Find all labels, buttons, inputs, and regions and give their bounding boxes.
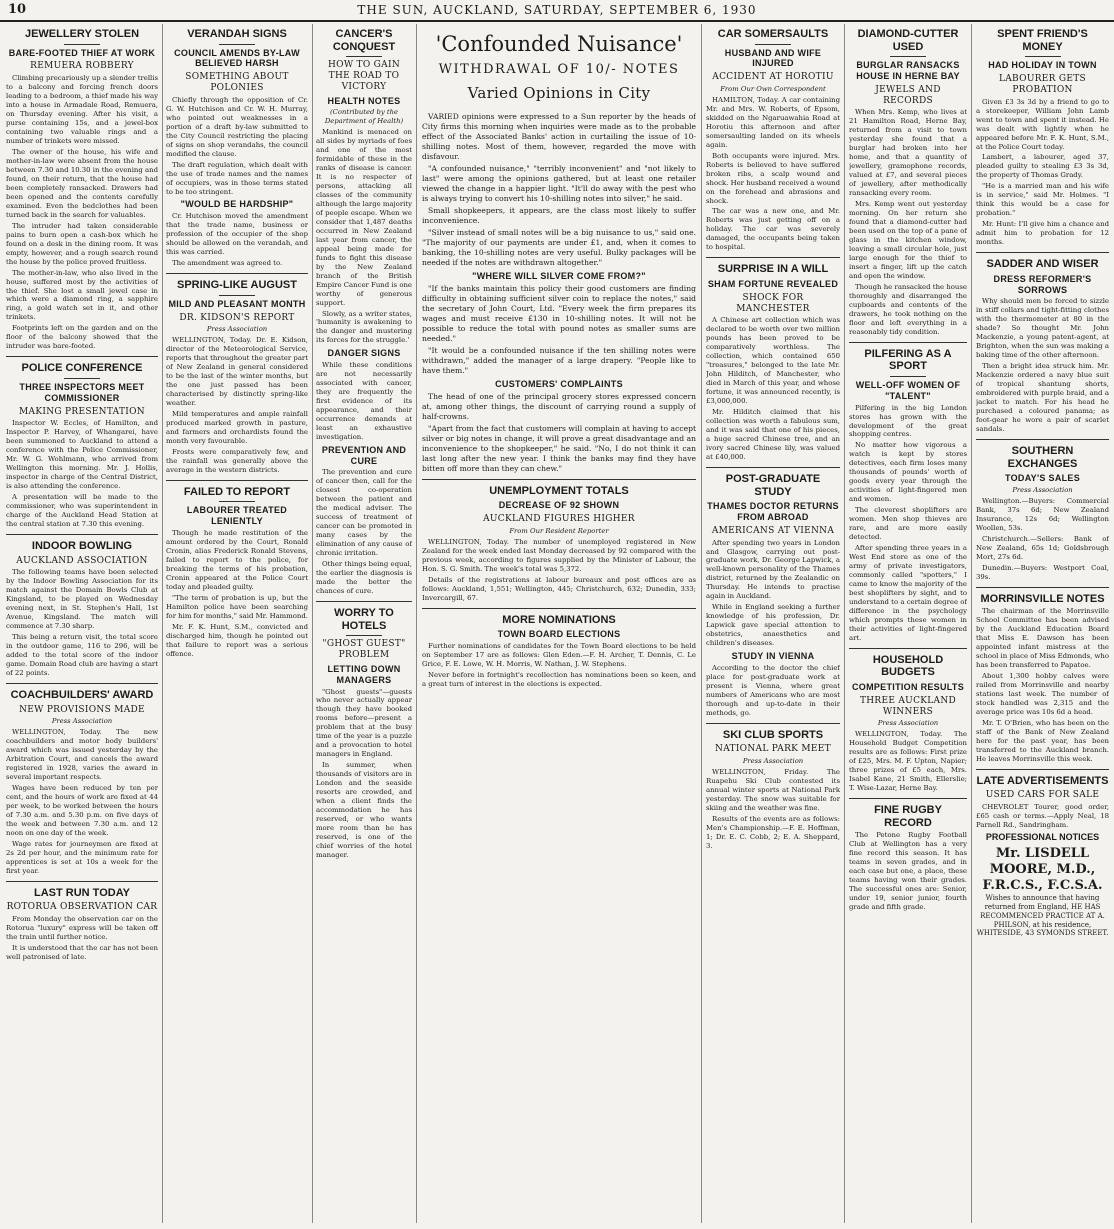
byline: From Our Resident Reporter <box>509 527 609 536</box>
headline-worry: WORRY TO HOTELS <box>334 607 394 632</box>
paragraph: "He is a married man and his wife is in service," said Mr. Holmes. "I think this would be a case for probation." <box>976 182 1109 218</box>
paragraph: WELLINGTON, Today. The Household Budget Competition results are as follows: First prize of £25, Mrs. M. F. Upton, Napier; three prizes of £5 each, Mrs. Isabel Kane, 21 Smith, Ellerslie; T. Wise-Lazar, Herne Bay. <box>849 730 967 793</box>
subhead: HUSBAND AND WIFE INJURED <box>724 47 822 69</box>
page-number: 10 <box>8 2 27 17</box>
rule <box>166 480 308 481</box>
headline-rugby: FINE RUGBY RECORD <box>874 804 942 829</box>
subhead: MILD AND PLEASANT MONTH <box>168 298 306 309</box>
paragraph: Results of the events are as follows: Men's Championship.—F. E. Hoffman, 1; Dr. E. C. Cobb, 2; E. A. Sheppard, 3. <box>706 814 840 850</box>
ad-heading: PROFESSIONAL NOTICES <box>985 832 1100 843</box>
ad-name: Mr. LISDELL MOORE, M.D., F.R.C.S., F.C.S.A. <box>982 845 1103 894</box>
paragraph: Inspector W. Eccles, of Hamilton, and Inspector P. Harvey, of Whangarei, have been summoned to Auckland to attend a conference with the Police Commissioner, Mr. W. G. Wohlmann, who arrived from Wellington this morning. Mr. J. Hollis, inspector in charge of the Central District, is also attending the conference. <box>6 419 158 491</box>
subhead: TOWN BOARD ELECTIONS <box>497 629 621 640</box>
paragraph: Christchurch.—Sellers: Bank of New Zealand, 65s 1d; Goldsbrough Mort, 27s 6d. <box>976 534 1109 561</box>
paragraph: Dunedin.—Buyers: Westport Coal, 39s. <box>976 563 1109 581</box>
paragraph: This being a return visit, the total score in the outdoor game, 116 to 296, will be added to the total score of the indoor game. Domain Road club are having a start of 22 points. <box>6 633 158 678</box>
column-1 <box>6 24 158 1223</box>
subhead: COMPETITION RESULTS <box>851 682 965 693</box>
headline-coach: COACHBUILDERS' AWARD <box>10 689 154 702</box>
paragraph: Wellington.—Buyers: Commercial Bank, 37s 6d; New Zealand Insurance, 12s 6d; Wellington Woollen, 53s. <box>976 496 1109 532</box>
rule <box>976 252 1109 253</box>
column-5 <box>706 24 840 1223</box>
article-body <box>849 404 967 643</box>
rule <box>6 683 158 684</box>
paragraph: Footprints left on the garden and on the floor of the balcony showed that the intruder was bare-footed. <box>6 324 158 351</box>
rule <box>6 881 158 882</box>
column-2 <box>166 24 308 1223</box>
paragraph: After spending three years in a West End store as one of the army of private investigators, commonly called "spotters," I came to know the majority of the best shoplifters by sight, and to understand to a certain degree of difference in the psychology which prompts these women in their activities of light-fingered art. <box>849 544 967 642</box>
headline-diamond: DIAMOND-CUTTER USED <box>857 28 959 53</box>
rule <box>6 534 158 535</box>
paragraph: Other things being equal, the earlier the diagnosis is made the better the chances of cure. <box>316 560 412 596</box>
paragraph: The intruder had taken considerable pains to burn open a cash-box which he found on a desk in the dining room. It was empty, however, and a rough search round the house by the police proved fruitless. <box>6 221 158 266</box>
subhead: LABOURER TREATED LENIENTLY <box>186 505 288 527</box>
crosshead: STUDY IN VIENNA <box>731 651 815 662</box>
article-body <box>976 98 1109 248</box>
headline-friend: SPENT FRIEND'S MONEY <box>997 28 1088 53</box>
rule <box>316 601 412 602</box>
article-body <box>316 688 412 860</box>
subhead: SHOCK FOR MANCHESTER <box>736 292 810 314</box>
column-rule <box>162 24 163 1223</box>
subhead: BURGLAR RANSACKS HOUSE IN HERNE BAY <box>856 60 960 82</box>
subhead: DRESS REFORMER'S SORROWS <box>993 273 1092 295</box>
subhead: SHAM FORTUNE REVEALED <box>707 278 839 289</box>
article-body <box>849 108 967 336</box>
paragraph: It is understood that the car has not been well patronised of late. <box>6 944 158 962</box>
headline-jewellery: JEWELLERY STOLEN <box>24 28 140 40</box>
subhead: Varied Opinions in City <box>467 83 651 102</box>
rule <box>976 439 1109 440</box>
paragraph: The cleverest shoplifters are women. Men shop thieves are rare, and are more easily detected. <box>849 506 967 542</box>
article-body <box>849 730 967 793</box>
paragraph: "It would be a confounded nuisance if the ten shilling notes were withdrawn," added the manager of a large drapery. "People like to have them." <box>422 345 696 375</box>
headline-car: CAR SOMERSAULTS <box>717 28 829 40</box>
rule <box>422 608 696 609</box>
article-body <box>6 419 158 529</box>
paragraph: Small shopkeepers, it appears, are the class most likely to suffer inconvenience. <box>422 205 696 225</box>
crosshead: DANGER SIGNS <box>327 348 401 359</box>
paragraph: Climbing precariously up a slender trellis to a balcony and forcing french doors leading to a bedroom, a thief made his way into a house in Armadale Road, Remuera, on Thursday evening. After his visit, a purse containing 15s, and a jewel-box containing two valuable rings and a number of trinkets were missed. <box>6 74 158 146</box>
paragraph: Both occupants were injured. Mrs. Roberts is believed to have suffered broken ribs, a scalp wound and shock. Her husband received a wound on the forehead and abrasions and shock. <box>706 151 840 205</box>
subhead: LABOURER GETS PROBATION <box>998 74 1087 95</box>
column-rule <box>312 24 313 1223</box>
rule <box>64 378 100 379</box>
headline-verandah: VERANDAH SIGNS <box>187 28 287 40</box>
paragraph: Mr. Hilditch claimed that his collection was worth a fabulous sum, and it was said that one of his pieces, a huge sacred Chinese tree, and an ivory sacred Chinese lily, was valued at £40,000. <box>706 408 840 461</box>
article-body <box>166 336 308 475</box>
subhead: MAKING PRESENTATION <box>19 406 145 417</box>
paragraph: "A confounded nuisance," "terribly inconvenient" and "not likely to last" were among the opinions gathered, but at least one retailer viewed the change in a happier light. "It'll do away with the pest who is always trying to convert his 10-shilling notes into silver," he said. <box>422 163 696 203</box>
rule <box>849 648 967 649</box>
paragraph: When Mrs. Kemp, who lives at 21 Hamilton Road, Herne Bay, returned from a visit to town yesterday she found that a burglar had broken into her home, and that a quantity of jewellery, gramophone records, valued at £7, and several pieces of jewellery, after methodically ransacking every room. <box>849 108 967 198</box>
subhead: THREE AUCKLAND WINNERS <box>859 695 957 717</box>
column-rule <box>971 24 972 1223</box>
paragraph: The amendment was agreed to. <box>172 259 283 268</box>
rule <box>706 467 840 468</box>
headline-cancer: CANCER'S CONQUEST <box>332 28 396 53</box>
rule <box>976 587 1109 588</box>
rule <box>219 295 255 296</box>
rule <box>219 501 255 502</box>
headline-household: HOUSEHOLD BUDGETS <box>872 653 944 679</box>
paragraph: WELLINGTON, Today. Dr. E. Kidson, director of the Meteorological Service, reports that throughout the greater part of New Zealand in general considered to be the last of the winter months, but the one just passed has been characterised by distinctly spring-like weather. <box>166 336 308 407</box>
rule <box>849 798 967 799</box>
crosshead: PREVENTION AND CURE <box>321 444 407 466</box>
byline: Press Association <box>206 325 268 334</box>
paragraph: HAMILTON, Today. A car containing Mr. and Mrs. W. Roberts, of Epsom, skidded on the Ngaruawahia Road at Horotiu this afternoon and after somersaulting landed on its wheels again. <box>706 95 840 149</box>
paragraph: The Petone Rugby Football Club at Wellington has a very fine record this season. It has teams in seven grades, and in each case but one, a place, these teams having won their grades. The successful ones are: Senior, under 19, senior junior, fourth grade and fifth grade. <box>849 831 967 912</box>
rule <box>976 769 1109 770</box>
headline-sadder: SADDER AND WISER <box>986 258 1099 271</box>
paragraph: Slowly, as a writer states, 'humanity is awakening to the danger and mustering its forces for the struggle.' <box>316 309 412 345</box>
paragraph: Mr. F. K. Hunt, S.M., convicted and discharged him, though he pointed out that failure to report was a serious offence. <box>166 622 308 658</box>
column-rule <box>701 24 702 1223</box>
headline-police: POLICE CONFERENCE <box>21 362 143 375</box>
headline-pilfer: PILFERING AS A SPORT <box>864 347 952 373</box>
subhead: SOMETHING ABOUT POLONIES <box>185 72 289 94</box>
paragraph: After spending two years in London and Glasgow, carrying out post-graduate work, Dr. George Lapwick, a well-known personality of the Thames district, returned by the Zealandic on Thursday. He intends to practise again in Auckland. <box>706 538 840 601</box>
paragraph: Though he ransacked the house thoroughly and disarranged the cupboards and contents of the drawers, he took nothing on the floor and left everything in a reasonably tidy condition. <box>849 282 967 336</box>
paragraph: The mother-in-law, who also lived in the house, suffered most by the activities of the thief. She lost a small jewel case in which were a diamond ring, a sapphire ring, a gold watch set in it, and other trinkets. <box>6 268 158 322</box>
rule <box>706 723 840 724</box>
rule <box>6 356 158 357</box>
subhead: LETTING DOWN MANAGERS <box>327 663 401 685</box>
subhead: ACCIDENT AT HOROTIU <box>712 72 834 83</box>
headline-lastrun: LAST RUN TODAY <box>34 886 130 899</box>
byline: From Our Own Correspondent <box>720 85 826 94</box>
paragraph: Mankind is menaced on all sides by myriads of foes and one of the most formidable of these in the ranks of disease is cancer. It is no respecter of persons, attacking all classes of the community although the large majority of people escape. When we consider that 1,487 deaths occurred in New Zealand last year from cancer, the appeal being made for funds to fight this disease by the New Zealand branch of the British Empire Cancer Fund is one worthy of generous support. <box>316 128 412 307</box>
paragraph: Then a bright idea struck him. Mr. Mackenzie ordered a navy blue suit of tropical shantung shorts, embroidered with purple braid, and a jacket to match. For his head he purchased a coloured panama; as foot-gear he wore a pair of scarlet sandals. <box>976 362 1109 433</box>
article-body <box>976 497 1109 582</box>
paragraph: "Silver instead of small notes will be a big nuisance to us," said one. "The majority of our payments are under £1, and, when it comes to banking, the 10-shilling notes are very useful. Bulky packages will be needed if the notes are withdrawn altogether." <box>422 227 696 267</box>
headline-exchanges: SOUTHERN EXCHANGES <box>1007 444 1078 470</box>
paragraph: Pilfering in the big London stores has grown with the development of the great shopping centres. <box>849 403 967 439</box>
article-body <box>976 297 1109 434</box>
subhead: WELL-OFF WOMEN OF "TALENT" <box>855 379 961 401</box>
column-rule <box>416 24 417 1223</box>
paragraph: The car was a new one, and Mr. Roberts was just getting off on a holiday. The car was severely damaged, the occupants being taken to hospital. <box>706 207 840 252</box>
byline: (Contributed by the Department of Health) <box>324 108 404 126</box>
paragraph: Mr. T. O'Brien, who has been on the staff of the Bank of New Zealand here for the past year, has been transferred to the Auckland branch. He leaves Morrinsville this week. <box>976 718 1109 763</box>
article-body <box>422 642 696 689</box>
ad-text: Wishes to announce that having returned from England, HE HAS RECOMMENCED PRACTICE AT A. PHILSON, at his residence, <box>980 894 1105 929</box>
subhead: HOW TO GAIN THE ROAD TO VICTORY <box>328 60 400 92</box>
column-6 <box>849 24 967 1223</box>
paragraph: Mrs. Kemp went out yesterday morning. On her return she found that a diamond-cutter had been used on the top of a pane of glass in the kitchen window, leaving a small circular hole, just large enough for the thief to insert a finger, lift up the catch and open the window. <box>849 200 967 280</box>
paragraph: The head of one of the principal grocery stores expressed concern at, among other things, the discount of carrying round a supply of half-crowns. <box>422 391 696 421</box>
paragraph: Why should men be forced to sizzle in stiff collars and tight-fitting clothes with the thermometer at 80 in the shade? So thought Mr. John Mackenzie, a young patent-agent, at Brighton, when the sun was making a baking time of the other afternoon. <box>976 297 1109 360</box>
column-3 <box>316 24 412 1223</box>
paragraph: Wage rates for journeymen are fixed at 2s 2d per hour, and the minimum rate for apprentices is set at 10s a week for the first year. <box>6 839 158 875</box>
subhead: USED CARS FOR SALE <box>985 790 1100 801</box>
masthead <box>0 0 1114 22</box>
paragraph: WELLINGTON, Today. The new coachbuilders and motor body builders' award which was issued yesterday by the Arbitration Court, and cancels the award registered in 1928, varies the award in several important respects. <box>6 728 158 782</box>
article-body <box>422 538 696 603</box>
subhead: WITHDRAWAL OF 10/- NOTES <box>438 62 680 78</box>
rule <box>166 273 308 274</box>
byline: Press Association <box>1012 486 1073 495</box>
article-body <box>6 915 158 962</box>
rule <box>346 56 382 57</box>
paragraph: Given £3 3s 3d by a friend to go to a storekeeper, William John Lamb went to town and spent it instead. He was dealt with lightly when he appeared before Mr. F. K. Hunt, S.M., at the Police Court today. <box>976 97 1109 151</box>
paragraph: While these conditions are not necessarily associated with cancer, they are frequently the first evidence of its appearance, and their occurrence demands at least an exhaustive investigation. <box>316 361 412 441</box>
column-4-lead <box>422 24 696 1223</box>
rule <box>755 44 791 45</box>
headline-morrinsville: MORRINSVILLE NOTES <box>980 592 1105 605</box>
subhead: AUCKLAND FIGURES HIGHER <box>483 514 635 525</box>
paragraph: Lambert, a labourer, aged 37, pleaded guilty to stealing £3 3s 3d, the property of Thomas Grady. <box>976 153 1109 180</box>
headline-ski: SKI CLUB SPORTS <box>722 728 824 741</box>
article-body <box>976 607 1109 763</box>
column-rule <box>844 24 845 1223</box>
newspaper-dateline: THE SUN, AUCKLAND, SATURDAY, SEPTEMBER 6, 1930 <box>357 3 757 17</box>
paragraph: Mild temperatures and ample rainfall produced marked growth in pasture, and farmers and orchardists found the month very favourable. <box>166 409 308 445</box>
article-body <box>316 128 412 596</box>
paragraph: The prevention and cure of cancer then, call for the closest co-operation between the patient and the medical adviser. The success of treatment of cancer can be promoted in many cases by the elimination of any cause of chronic irritation. <box>316 468 412 558</box>
subhead: THAMES DOCTOR RETURNS FROM ABROAD <box>707 501 839 522</box>
byline: Press Association <box>877 719 939 728</box>
paragraph: WELLINGTON, Today. The number of unemployed registered in New Zealand for the week ended last Monday decreased by 92 compared with the previous week, according to figures supplied by the Minister of Labour, the Hon. S. G. Smith. The week's total was 5,372. <box>422 537 696 573</box>
article-body <box>6 568 158 678</box>
article-body <box>422 112 696 474</box>
subhead: COUNCIL AMENDS BY-LAW BELIEVED HARSH <box>174 47 300 69</box>
subhead: HEALTH NOTES <box>327 95 401 106</box>
headline-postgrad: POST-GRADUATE STUDY <box>725 472 821 498</box>
rule <box>422 479 696 480</box>
paragraph: Mr. Hunt: I'll give him a chance and admit him to probation for 12 months. <box>976 220 1109 247</box>
crosshead: CUSTOMERS' COMPLAINTS <box>495 378 623 389</box>
subhead: NEW PROVISIONS MADE <box>19 704 145 715</box>
byline: Press Association <box>51 717 113 726</box>
paragraph: From Monday the observation car on the Rotorua "luxury" express will be taken off the train until further notice. <box>6 915 158 942</box>
paragraph: Though he made restitution of the amount ordered by the Court, Ronald Cronin, alias Frederick Ronald Stevens, failed to report to the police, for breaking the terms of his probation, Cronin appeared at the Police Court today and pleaded guilty. <box>166 528 308 591</box>
rule <box>219 44 255 45</box>
paragraph: Further nominations of candidates for the Town Board elections to be held on September 17 are as follows: Glen Eden.—F. H. Archer, T. Dennis, C. Le Grice, F. E. Lowe, W. H. Morris, W. Nathan, J. W. Stephens. <box>422 642 696 669</box>
headline-unemployment: UNEMPLOYMENT TOTALS <box>489 484 629 497</box>
paragraph: Wages have been reduced by ten per cent, and the hours of work are fixed at 44 per week, to be worked between the hours of 7.30 a.m. and 5.30 p.m. on five days of the week and between 7.30 a.m. and 12 noon on one day of the week. <box>6 784 158 837</box>
professional-notice <box>976 846 1109 939</box>
article-body <box>706 96 840 252</box>
headline-lead: 'Confounded Nuisance' <box>435 32 683 56</box>
subhead: JEWELS AND RECORDS <box>875 84 941 106</box>
rule <box>890 56 926 57</box>
subhead: TODAY'S SALES <box>1004 473 1081 484</box>
paragraph: VARIED opinions were expressed to a Sun reporter by the heads of City firms this morning when inquiries were made as to the probable effect of the Associated Banks' action in curtailing the issue of 10-shilling notes. Most of them, however, regarded the move with disfavour. <box>422 111 696 161</box>
subhead: "GHOST GUEST" PROBLEM <box>322 639 406 661</box>
byline: Press Association <box>742 757 804 766</box>
rule <box>849 342 967 343</box>
subhead: THREE INSPECTORS MEET COMMISSIONER <box>19 381 145 403</box>
paragraph: Frosts were comparatively few, and the rainfall was generally above the average in the western districts. <box>166 447 308 474</box>
subhead: DECREASE OF 92 SHOWN <box>498 500 620 511</box>
headline-nominations: MORE NOMINATIONS <box>502 613 616 626</box>
subhead: HAD HOLIDAY IN TOWN <box>988 60 1097 71</box>
article-body <box>849 831 967 912</box>
rule <box>1025 56 1061 57</box>
crosshead: "WHERE WILL SILVER COME FROM?" <box>472 270 646 281</box>
paragraph: "Ghost guests"—guests who never actually appear though they have booked rooms before—present a problem that at the busy time of the year is a puzzle and a provocation to hotel managers in England. <box>316 687 412 759</box>
headline-late-ads: LATE ADVERTISEMENTS <box>976 774 1109 787</box>
paragraph: The chairman of the Morrinsville School Committee has been advised by the Auckland Education Board that Miss E. Dawson has been appointed infant mistress at the school in place of Miss Edmonds, who has been transferred to Papatoe. <box>976 607 1109 670</box>
paragraph: Never before in fortnight's recollection has nominations been so keen, and a great turn of interest in the elections is expected. <box>422 671 696 688</box>
paragraph: "Apart from the fact that customers will complain at having to accept silver or big notes in change, it will prove a great disadvantage and an inconvenience to the shopkeeper," he said. "No, I do not think it can last long after the new year. I think the banks may find they have bitten off more than they can chew." <box>422 423 696 473</box>
paragraph: A Chinese art collection which was declared to be worth over two million pounds has been proved to be comparatively worthless. The collection, which contained 650 "treasures," belonged to the late Mr. John Hilditch, of Manchester, who died in March of this year, and whose fortune, it was announced recently, is £3,000,000. <box>706 316 840 406</box>
column-7 <box>976 24 1109 1223</box>
rule <box>346 635 382 636</box>
ad-text: CHEVROLET Tourer, good order, £65 cash or terms.—Apply Neal, 18 Parnell Rd., Sandringham. <box>976 803 1109 830</box>
paragraph: A presentation will be made to the commissioner, who was superintendent in charge of the Auckland Head Station at the central station at 7.30 this evening. <box>6 493 158 528</box>
paragraph: No matter how vigorous a watch is kept by stores detectives, each firm loses many thousands of pounds' worth of goods every year through the activities of light-fingered men and women. <box>849 441 967 504</box>
paragraph: The following teams have been selected by the Indoor Bowling Association for its match against the Domain Bowls Club at Kingsland, to be played on Wednesday evening next, in St. Stephen's Hall, 1st Avenue, Kingsland. The match will commence at 7.30 sharp. <box>6 568 158 631</box>
paragraph: The draft regulation, which dealt with the use of trade names and the names of occupiers, was in those terms stated to be too stringent. <box>166 160 308 196</box>
paragraph: According to the doctor the chief place for post-graduate work at present is Vienna, where great numbers of Americans who are most thorough and up-to-date in their methods, go. <box>706 663 840 717</box>
ad-address: WHITESIDE, 43 SYMONDS STREET. <box>976 929 1109 938</box>
headline-spring: SPRING-LIKE AUGUST <box>177 279 297 292</box>
rule <box>890 376 926 377</box>
paragraph: About 1,300 hobby calves were railed from Morrinsville and nearby stations last week. The number of stock handled was 2,315 and the average price was 10s 6d a head. <box>976 671 1109 716</box>
subhead: BARE-FOOTED THIEF AT WORK <box>8 47 156 58</box>
article-body <box>6 728 158 876</box>
paragraph: In summer, when thousands of visitors are in London and the seaside resorts are crowded, and when a client finds the accommodation he has reserved, or who wants more room than he has reserved, is one of the chief worries of the hotel manager. <box>316 761 412 859</box>
paragraph: The owner of the house, his wife and mother-in-law were absent from the house between 7.30 and 10.30 in the evening and found, on their return, that the house had been completely ransacked. Drawers had been opened and the contents carefully examined. Even the bedclothes had been turned back in the search for valuables. <box>6 147 158 219</box>
paragraph: Cr. Hutchison moved the amendment that the trade name, business or profession of the occupier of the shop should be allowed on the verandah, and this was carried. <box>166 212 308 257</box>
subhead: ROTORUA OBSERVATION CAR <box>6 902 158 913</box>
article-body <box>166 529 308 659</box>
article-body <box>166 96 308 268</box>
article-body <box>706 316 840 462</box>
headline-surprise: SURPRISE IN A WILL <box>717 263 829 276</box>
rule <box>706 257 840 258</box>
rule <box>64 44 100 45</box>
paragraph: "If the banks maintain this policy their good customers are finding difficulty in obtaining sufficient silver coin to replace the notes," said the secretary of John Court, Ltd. "Every week the firm prepares its wages and must receive £130 in 10-shilling notes. It will not be possible to reduce the total with pound notes as smaller sums are needed." <box>422 283 696 343</box>
headline-bowling: INDOOR BOWLING <box>31 539 133 552</box>
subhead: AMERICANS AT VIENNA <box>711 525 835 536</box>
subhead: REMUERA ROBBERY <box>30 61 134 72</box>
subhead: AUCKLAND ASSOCIATION <box>16 555 148 566</box>
article-body <box>6 74 158 351</box>
paragraph: WELLINGTON, Friday. The Ruapehu Ski Club contested its annual winter sports at National Park yesterday. The snow was suitable for skiing and the weather was fine. <box>706 768 840 812</box>
classified-ad <box>976 803 1109 830</box>
paragraph: Chiefly through the opposition of Cr. G. W. Hutchison and Cr. W. H. Murray, who pointed out weaknesses in a portion of a draft by-law submitted to the City Council restricting the placing of signs on shop verandahs, the council modified the clause. <box>166 95 308 158</box>
paragraph: While in England seeking a further knowledge of his profession, Dr. Lapwick gave special attention to obstetrics, anaesthetics and children's diseases. <box>706 603 840 648</box>
subhead: NATIONAL PARK MEET <box>715 744 831 755</box>
paragraph: Details of the registrations at labour bureaux and post offices are as follows: Auckland, 1,551; Wellington, 445; Christchurch, 632; Dunedin, 333; Invercargill, 67. <box>422 575 696 602</box>
subhead: DR. KIDSON'S REPORT <box>179 312 295 323</box>
article-body <box>706 539 840 718</box>
article-body <box>706 768 840 851</box>
paragraph: "The term of probation is up, but the Hamilton police have been searching for him for months," said Mr. Hammond. <box>166 593 308 620</box>
headline-failed: FAILED TO REPORT <box>183 485 291 498</box>
crosshead: "WOULD BE HARDSHIP" <box>180 199 294 210</box>
